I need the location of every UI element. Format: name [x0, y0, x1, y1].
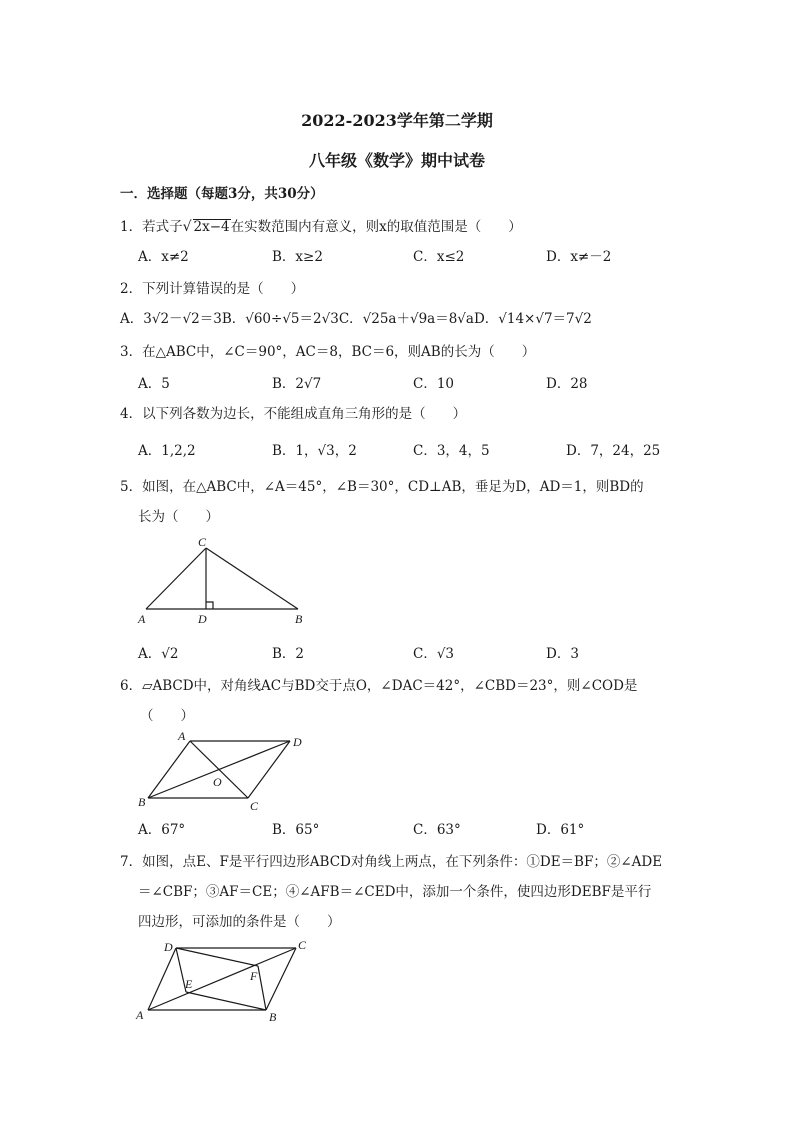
q6-option-c[interactable]: C．63° [413, 822, 461, 838]
q7-label-e: E [185, 977, 193, 991]
question-6-stem-line1: 6．▱ABCD中，对角线AC与BD交于点O，∠DAC＝42°，∠CBD＝23°，则∠COD是 [120, 678, 638, 694]
q2-option-b[interactable]: B．√60÷√5＝2√3 [221, 311, 339, 327]
question-7-stem-line3: 四边形，可添加的条件是（ ） [138, 914, 341, 930]
q4-option-d[interactable]: D．7，24，25 [566, 443, 661, 459]
q2-option-d[interactable]: D．√14×√7＝7√2 [473, 311, 592, 327]
q7-label-c: C [298, 938, 307, 952]
question-7-stem-line2: ＝∠CBF；③AF＝CE；④∠AFB＝∠CED中，添加一个条件，使四边形DEBF是平行 [138, 884, 652, 900]
q1-option-c[interactable]: C．x≤2 [413, 249, 465, 265]
section-heading: 一．选择题（每题3分，共30分） [120, 186, 324, 202]
q1-option-b[interactable]: B．x≥2 [272, 249, 323, 265]
q1-stem-b: 在实数范围内有意义，则x的取值范围是（ ） [230, 219, 522, 235]
q6-parallelogram-figure [132, 728, 317, 818]
question-2-stem: 2．下列计算错误的是（ ） [120, 281, 305, 297]
q7-side-cb [266, 948, 296, 1010]
q5-option-c[interactable]: C．√3 [413, 646, 455, 662]
q3-option-b[interactable]: B．2√7 [272, 376, 322, 392]
q6-label-c: C [250, 799, 259, 813]
q3-option-d[interactable]: D．28 [546, 376, 588, 392]
exam-title: 2022-2023学年第二学期 [301, 111, 493, 130]
q7-segment-eb [186, 992, 266, 1010]
q5-label-c: C [198, 535, 207, 549]
question-5-stem-line2: 长为（ ） [138, 509, 219, 525]
q5-side-ac [146, 548, 206, 609]
q1-option-a[interactable]: A．x≠2 [138, 249, 189, 265]
q7-label-f: F [250, 969, 258, 983]
exam-subtitle: 八年级《数学》期中试卷 [308, 151, 485, 170]
q5-right-angle-mark [206, 602, 213, 609]
q6-label-o: O [213, 775, 222, 789]
q7-label-d: D [164, 940, 173, 954]
q4-option-b[interactable]: B．1，√3，2 [272, 443, 357, 459]
q7-side-ad [148, 948, 176, 1010]
q2-option-c[interactable]: C．√25a＋√9a＝8√a [338, 311, 474, 327]
q4-option-a[interactable]: A．1,2,2 [138, 443, 196, 459]
q5-label-d: D [198, 612, 207, 626]
question-7-stem-line1: 7．如图，点E、F是平行四边形ABCD对角线上两点，在下列条件：①DE＝BF；②∠ADE [120, 854, 663, 870]
question-2-options [120, 309, 592, 329]
q7-segment-fb [258, 966, 266, 1010]
q7-label-a: A [136, 1008, 144, 1022]
q7-parallelogram-figure [130, 935, 320, 1030]
q1-radicand: 2x−4 [193, 219, 230, 235]
q7-segment-df [176, 948, 258, 966]
q5-side-cb [206, 548, 298, 609]
q1-option-d[interactable]: D．x≠－2 [546, 249, 612, 265]
q6-label-b: B [138, 795, 146, 809]
q5-label-a: A [138, 612, 146, 626]
q2-option-a[interactable]: A．3√2－√2＝3 [120, 311, 222, 327]
q3-option-a[interactable]: A．5 [138, 376, 170, 392]
q3-option-c[interactable]: C．10 [413, 376, 455, 392]
question-1-stem [120, 217, 522, 237]
q5-triangle-figure [130, 535, 320, 630]
q4-option-c[interactable]: C．3，4，5 [413, 443, 490, 459]
q5-option-a[interactable]: A．√2 [138, 646, 179, 662]
q5-label-b: B [295, 612, 303, 626]
question-6-stem-line2: （ ） [140, 708, 194, 724]
q5-option-b[interactable]: B．2 [272, 646, 305, 662]
q6-option-b[interactable]: B．65° [272, 822, 320, 838]
q6-option-d[interactable]: D．61° [536, 822, 585, 838]
q6-option-a[interactable]: A．67° [138, 822, 186, 838]
question-4-stem: 4．以下列各数为边长，不能组成直角三角形的是（ ） [120, 406, 467, 422]
sqrt-symbol: √ [182, 219, 192, 235]
q6-label-d: D [293, 735, 302, 749]
question-5-stem-line1: 5．如图，在△ABC中，∠A＝45°，∠B＝30°，CD⊥AB，垂足为D，AD＝1，则BD的 [120, 479, 644, 495]
q1-stem-a: 1．若式子 [120, 219, 183, 235]
question-3-stem: 3．在△ABC中，∠C＝90°，AC＝8，BC＝6，则AB的长为（ ） [120, 344, 536, 360]
q6-label-a: A [178, 729, 186, 743]
q7-label-b: B [269, 1010, 277, 1024]
q5-option-d[interactable]: D．3 [546, 646, 579, 662]
